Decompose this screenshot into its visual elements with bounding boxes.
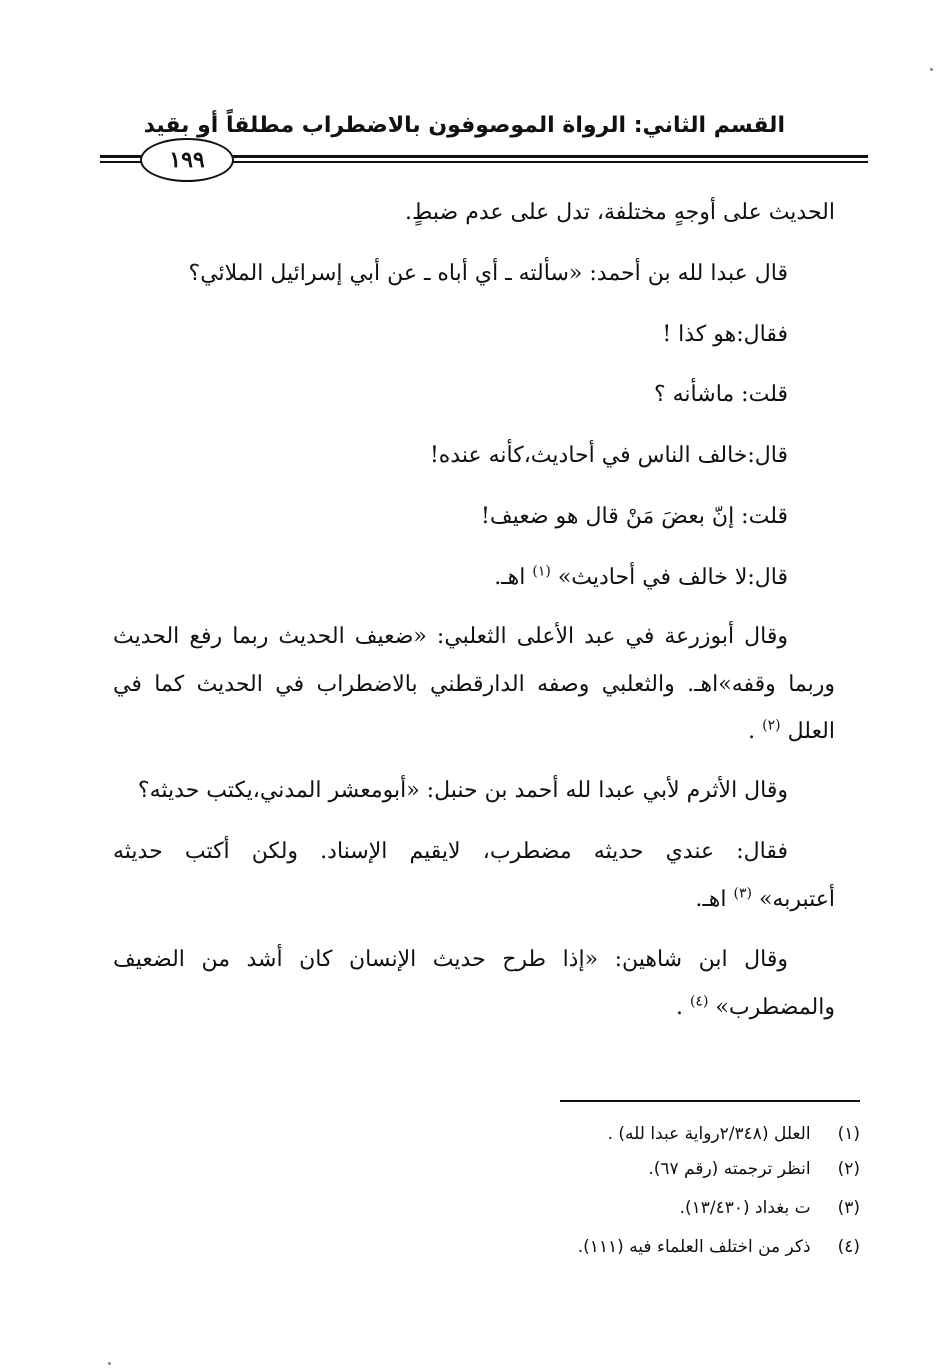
footnote-ref-4: (٤)	[689, 993, 709, 1010]
body-line-10	[748, 717, 835, 747]
body-line-12: فقال: عندي حديثه مضطرب، لايقيم الإسناد. ولكن أكتب حديثه	[113, 839, 788, 864]
header-rule-thick	[231, 155, 868, 158]
footnote-3	[680, 1196, 860, 1220]
footnote-3-text: ت بغداد (١٣/٤٣٠).	[679, 1198, 811, 1218]
header-rule-thin	[231, 161, 868, 163]
body-line-11: وقال الأثرم لأبي عبدا لله أحمد بن حنبل: «أبومعشر المدني،يكتب حديثه؟	[137, 778, 788, 803]
scan-speck	[930, 68, 933, 71]
page-number: ١٩٩	[169, 147, 205, 173]
body-line-1: الحديث على أوجهٍ مختلفة، تدل على عدم ضبطٍ.	[405, 200, 835, 225]
running-header-title: القسم الثاني: الرواة الموصوفون بالاضطراب مطلقاً أو بقيد	[143, 113, 785, 138]
scan-speck	[108, 1362, 111, 1365]
body-line-9: وربما وقفه»اهـ. والثعلبي وصفه الدارقطني بالاضطراب في الحديث كما في	[113, 672, 835, 697]
body-line-13-tail: اهـ.	[695, 887, 727, 912]
body-line-13-text: أعتبربه»	[758, 887, 835, 912]
body-line-6: قلت: إنّ بعضَ مَنْ قال هو ضعيف!	[481, 504, 788, 529]
body-line-15-text: والمضطرب»	[715, 995, 835, 1020]
header-rule-left-thick	[100, 155, 142, 158]
footnote-ref-3: (٣)	[733, 885, 752, 902]
footnote-2-text: انظر ترجمته (رقم ٦٧).	[648, 1159, 811, 1179]
body-line-15-tail: .	[675, 995, 683, 1020]
body-line-7	[494, 563, 788, 593]
footnote-1-number: (١)	[837, 1124, 860, 1144]
footnote-1	[608, 1122, 860, 1146]
body-line-7-text: قال:لا خالف في أحاديث»	[557, 565, 788, 590]
body-line-15	[676, 993, 835, 1023]
footnote-4-text: ذكر من اختلف العلماء فيه (١١١).	[577, 1237, 811, 1257]
body-line-13	[695, 885, 835, 915]
footnote-ref-2: (٢)	[762, 717, 781, 734]
header-rule-left-thin	[100, 161, 142, 163]
footnote-1-text: العلل (٢/٣٤٨رواية عبدا لله) .	[607, 1124, 811, 1144]
footnote-4-number: (٤)	[837, 1237, 860, 1257]
body-line-2: قال عبدا لله بن أحمد: «سألته ـ أي أباه ـ عن أبي إسرائيل الملائي؟	[188, 261, 788, 286]
footnote-ref-1: (١)	[532, 563, 551, 580]
footnote-4	[578, 1235, 860, 1259]
footnote-2	[648, 1157, 860, 1181]
body-line-4: قلت: ماشأنه ؟	[653, 382, 788, 407]
body-line-8: وقال أبوزرعة في عبد الأعلى الثعلبي: «ضعيف الحديث ربما رفع الحديث	[113, 624, 788, 649]
body-line-14: وقال ابن شاهين: «إذا طرح حديث الإنسان كان أشد من الضعيف	[113, 947, 788, 972]
body-line-10-tail: .	[748, 719, 756, 744]
footnote-3-number: (٣)	[837, 1198, 860, 1218]
body-line-3: فقال:هو كذا !	[662, 322, 788, 347]
body-line-10-text: العلل	[787, 719, 835, 744]
page-number-badge	[140, 138, 234, 182]
body-line-7-tail: اهـ.	[494, 565, 526, 590]
footnote-2-number: (٢)	[837, 1159, 860, 1179]
footnote-separator	[560, 1100, 860, 1102]
body-line-5: قال:خالف الناس في أحاديث،كأنه عنده!	[429, 443, 788, 468]
